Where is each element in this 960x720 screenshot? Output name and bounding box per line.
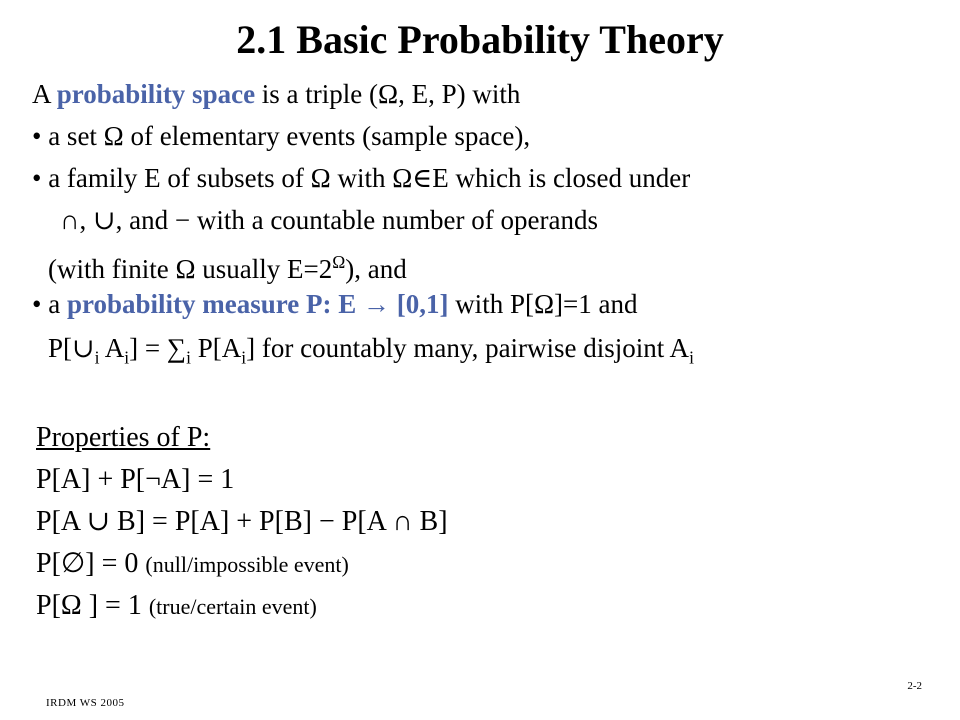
definition-text: is a triple (Ω, E, P) with [255, 79, 521, 109]
bullet-sample-space: • a set Ω of elementary events (sample space), [32, 121, 531, 151]
highlight-term-probability-space: probability space [56, 79, 256, 109]
finite-note-text: (with finite Ω usually E=2 [48, 254, 333, 284]
bullet-probability-measure [32, 286, 637, 322]
formula-part: ] for countably many, pairwise disjoint A [246, 333, 690, 363]
sigma-additivity-formula [48, 330, 694, 375]
empty-set-note: (null/impossible event) [145, 552, 349, 577]
footer-page-number: 2-2 [907, 680, 922, 692]
sample-space-note: (true/certain event) [148, 594, 317, 619]
highlight-term-probability-measure: probability measure P: E → [0,1] [66, 289, 449, 319]
bullet-event-family: • a family E of subsets of Ω with Ω∈E which is closed under [32, 163, 691, 193]
event-family-operations: ∩, ∪, and − with a countable number of operands [60, 205, 598, 235]
properties-heading: Properties of P: [36, 422, 211, 453]
formula-part: P[∪ [48, 333, 95, 363]
formula-subscript: i [241, 347, 247, 368]
sample-space-formula: P[Ω ] = 1 [36, 590, 149, 621]
finite-note-text: ), and [345, 254, 407, 284]
formula-part: P[A [191, 333, 242, 363]
property-empty-set [36, 546, 349, 583]
property-complement: P[A] + P[¬A] = 1 [36, 464, 235, 495]
power-set-superscript: Ω [332, 252, 346, 272]
formula-subscript: i [94, 347, 100, 368]
formula-subscript: i [689, 347, 694, 368]
empty-set-formula: P[∅] = 0 [36, 548, 146, 579]
slide-title: 2.1 Basic Probability Theory [236, 17, 724, 62]
formula-part: A [99, 333, 125, 363]
property-union: P[A ∪ B] = P[A] + P[B] − P[A ∩ B] [36, 506, 448, 537]
property-sample-space [36, 588, 317, 625]
formula-subscript: i [124, 347, 130, 368]
event-family-finite-note [48, 244, 407, 287]
formula-subscript: i [186, 347, 191, 368]
definition-text: A [32, 79, 57, 109]
footer-course-label: IRDM WS 2005 [46, 697, 125, 709]
measure-text: with P[Ω]=1 and [448, 289, 638, 319]
measure-text: • a [32, 289, 67, 319]
formula-part: ] = ∑ [129, 333, 187, 363]
definition-line-1 [32, 76, 520, 112]
